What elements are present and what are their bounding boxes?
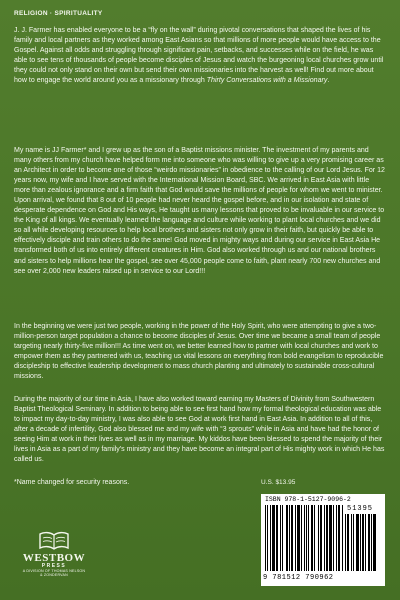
barcode-main-bars [265,505,343,571]
publisher-logo [14,531,94,591]
footnote: *Name changed for security reasons. [14,479,130,486]
publisher-name: WESTBOW [22,552,86,564]
book-icon [39,531,69,551]
isbn-label: ISBN 978-1-5127-9096-2 [265,496,351,503]
barcode-addon-number: 51395 [347,505,374,513]
publisher-press: PRESS [41,563,67,569]
isbn-barcode [261,494,385,586]
blurb-end: . [327,77,330,85]
barcode-digits: 9 781512 790962 [263,574,334,582]
publisher-tagline-2: & ZONDERVAN [40,573,68,577]
barcode-addon-bars [345,514,379,571]
book-title-ref: Thirty Conversations with a Missionary [206,77,328,85]
publisher-tagline-1: A DIVISION OF THOMAS NELSON [22,568,86,573]
price-label: U.S. $13.95 [261,479,296,486]
category-label: RELIGION · SPIRITUALITY [14,10,103,17]
bio-paragraph-3: During the majority of our time in Asia, I have also worked toward earning my Masters of Divinity from Southwestern Baptist Theological Seminary. In addition to being able to see first hand how my formal theological education was able to impact my day-to-day ministry, I was also able to see God at work first hand in East Asia. In addition to all of this, after a decade of infertility, God also blessed me and my wife with “3 sprouts” while in Asia and have had the honor of seeing Him at work in their lives as well as in my marriage. My kiddos have been blessed to spend the majority of their lives in Asia as a part of my family’s ministry and they have become an integral part of His mighty work in which He has called us. [14,396,385,464]
blurb-paragraph [14,26,386,86]
blurb-text: J. J. Farmer has enabled everyone to be a “fly on the wall” during pivotal conversations that shaped the lives of his family and local partners as they worked among East Asians so that millions of more people would have access to the Gospel. Against all odds and struggling through significant pain, setbacks, and successes while on the field, he was able to see tens of thousands of people become disciples of Jesus and watch the burgeoning local churches grow until they could not only stand on their own but send their own missionaries into the harvest as well! Find out more about how to engage the world around you as a missionary through [14,27,384,85]
bio-paragraph-1: My name is JJ Farmer* and I grew up as the son of a Baptist missions minister. The investment of my parents and many others from my church have helped form me into someone who was willing to give up a very promising career as an Architect in order to become one of those “weirdo missionaries” in obedience to the calling of our Lord Jesus. For 12 years now, my wife and I have served with the International Mission Board, SBC. We arrived in East Asia with little more than zealous ignorance and a firm faith that God would save the millions of people for whom we went to minister. Upon arrival, we found that 8 out of 10 people had never heard the gospel before, and in our isolation and state of desperate dependence on God and His ways, He taught us many lessons that proved to be invaluable in our service to the King of all kings. We eventually learned the language and culture while working to plant local churches and we did so all while developing resources to help local brothers and sisters not only grow in their faith, but quickly be able to effectively disciple and train others to do the same! God moved in mighty ways and during our service in East Asia He transformed both of us into entirely different creatures in Him. God also worked through us and our national brothers and sisters to help millions hear the gospel, see over 45,000 people come to faith, plant nearly 700 new churches and see over 2,000 new leaders raised up in service to our Lord!!! [14,147,385,275]
bio-paragraph-2: In the beginning we were just two people, working in the power of the Holy Spirit, who were attempting to give a two-million-person target population a chance to become disciples of Jesus. Over time we became a small team of people targeting nearly thirty-five million!!! As time went on, we better learned how to partner with local churches and work to empower them as they partnered with us, teaching us vital lessons on everything from bold evangelism to reproducible discipleship to effective leadership development to mass church planting and ultimately to sustainable cross-cultural missions. [14,323,384,381]
